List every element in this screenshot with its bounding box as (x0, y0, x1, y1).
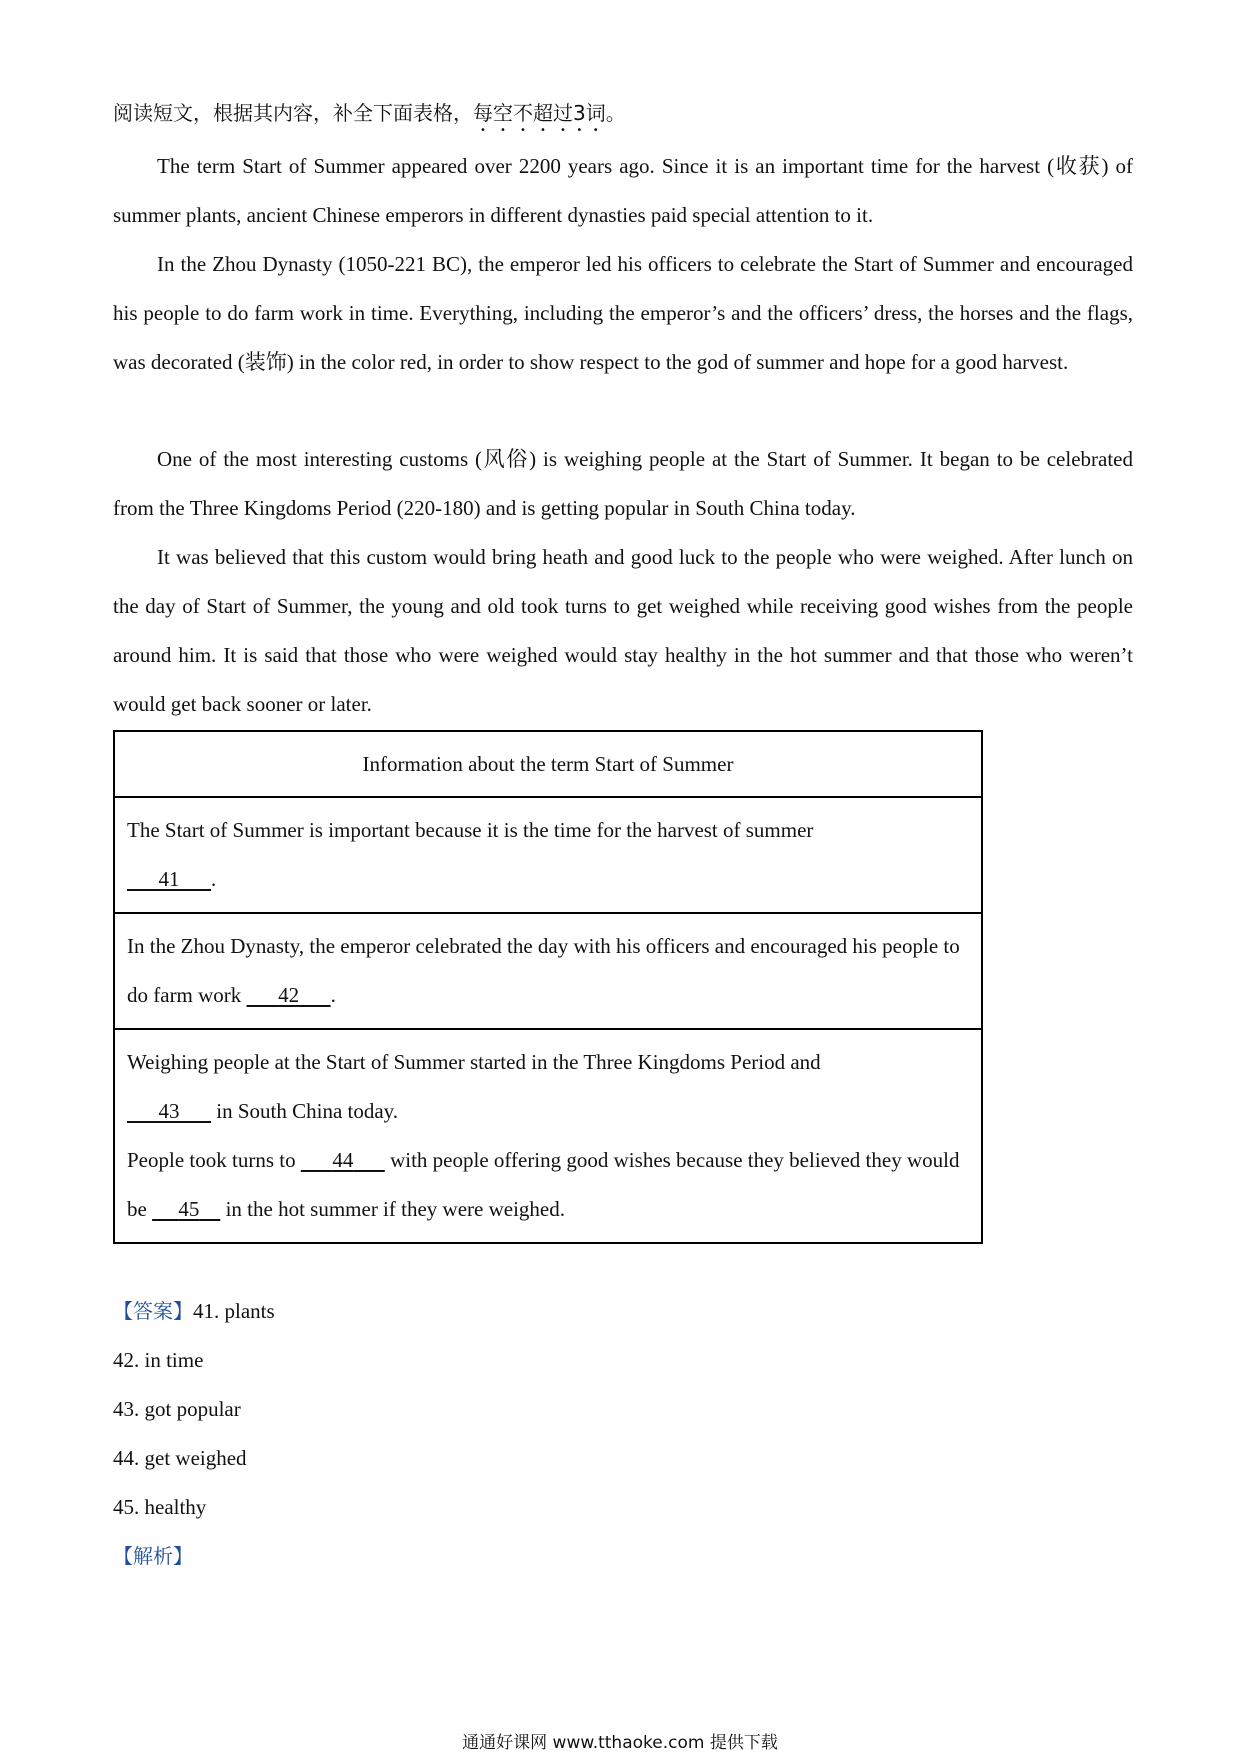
analysis (113, 1532, 275, 1581)
info-table (113, 730, 983, 1244)
row3-text-d: with people offering good wishes because they believed they would be (127, 1148, 960, 1221)
answer-42: 42. in time (113, 1348, 204, 1372)
table-header: Information about the term Start of Summer (114, 731, 982, 797)
instruction-end: 。 (605, 101, 626, 125)
table-row-2 (114, 913, 982, 1029)
paragraph-4: It was believed that this custom would bring heath and good luck to the people who were weighed. After lunch on the day of Start of Summer, the young and old took turns to get weighed while receiving good wishes from the people around him. It is said that those who were weighed would stay healthy in the hot summer and that those who weren’t would get back sooner or later. (113, 545, 1133, 716)
instruction (113, 98, 626, 136)
answer-45: 45. healthy (113, 1495, 207, 1519)
row3-text-c: People took turns to (127, 1148, 296, 1172)
table-row-3 (114, 1029, 982, 1243)
blank-43: 43 (158, 1099, 180, 1123)
paragraph-3: One of the most interesting customs (风俗) is weighing people at the Start of Summer. It began to be celebrated from the Three Kingdoms Period (220-180) and is getting popular in South China today. (113, 447, 1133, 520)
instruction-text: 阅读短文，根据其内容，补全下面表格， (113, 101, 473, 125)
row3-text-b: in South China today. (216, 1099, 399, 1123)
blank-44: 44 (332, 1148, 354, 1172)
row2-text: In the Zhou Dynasty, the emperor celebrated the day with his officers and encouraged his people to do farm work (127, 934, 960, 1007)
instruction-emphasis: 每空不超过3词 (473, 101, 606, 125)
blank-42: 42 (278, 983, 300, 1007)
answer-label: 【答案】 (113, 1299, 193, 1323)
page-footer: 通通好课网 www.tthaoke.com 提供下载 (462, 1733, 778, 1753)
answer-41: 【答案】41. plants (113, 1299, 275, 1323)
answers-section (113, 1287, 275, 1581)
row2-end: . (330, 983, 336, 1007)
blank-45: 45 (178, 1197, 200, 1221)
row3-text-a: Weighing people at the Start of Summer started in the Three Kingdoms Period and (127, 1050, 821, 1074)
row1-end: . (211, 867, 217, 891)
row1-text: The Start of Summer is important because it is the time for the harvest of summer (127, 818, 814, 842)
answer-43: 43. got popular (113, 1397, 241, 1421)
table-row-1 (114, 797, 982, 913)
blank-41: 41 (158, 867, 180, 891)
paragraph-2: In the Zhou Dynasty (1050-221 BC), the emperor led his officers to celebrate the Start of Summer and encouraged his people to do farm work in time. Everything, including the emperor’s and the officers’ dress, the horses and the flags, was decorated (装饰) in the color red, in order to show respect to the god of summer and hope for a good harvest. (113, 252, 1133, 374)
analysis-label: 【解析】 (113, 1544, 193, 1568)
paragraph-1: The term Start of Summer appeared over 2200 years ago. Since it is an important time for the harvest (收获) of summer plants, ancient Chinese emperors in different dynasties paid special attention to it. (113, 154, 1133, 227)
answer-44: 44. get weighed (113, 1446, 247, 1470)
row3-text-e: in the hot summer if they were weighed. (225, 1197, 565, 1221)
